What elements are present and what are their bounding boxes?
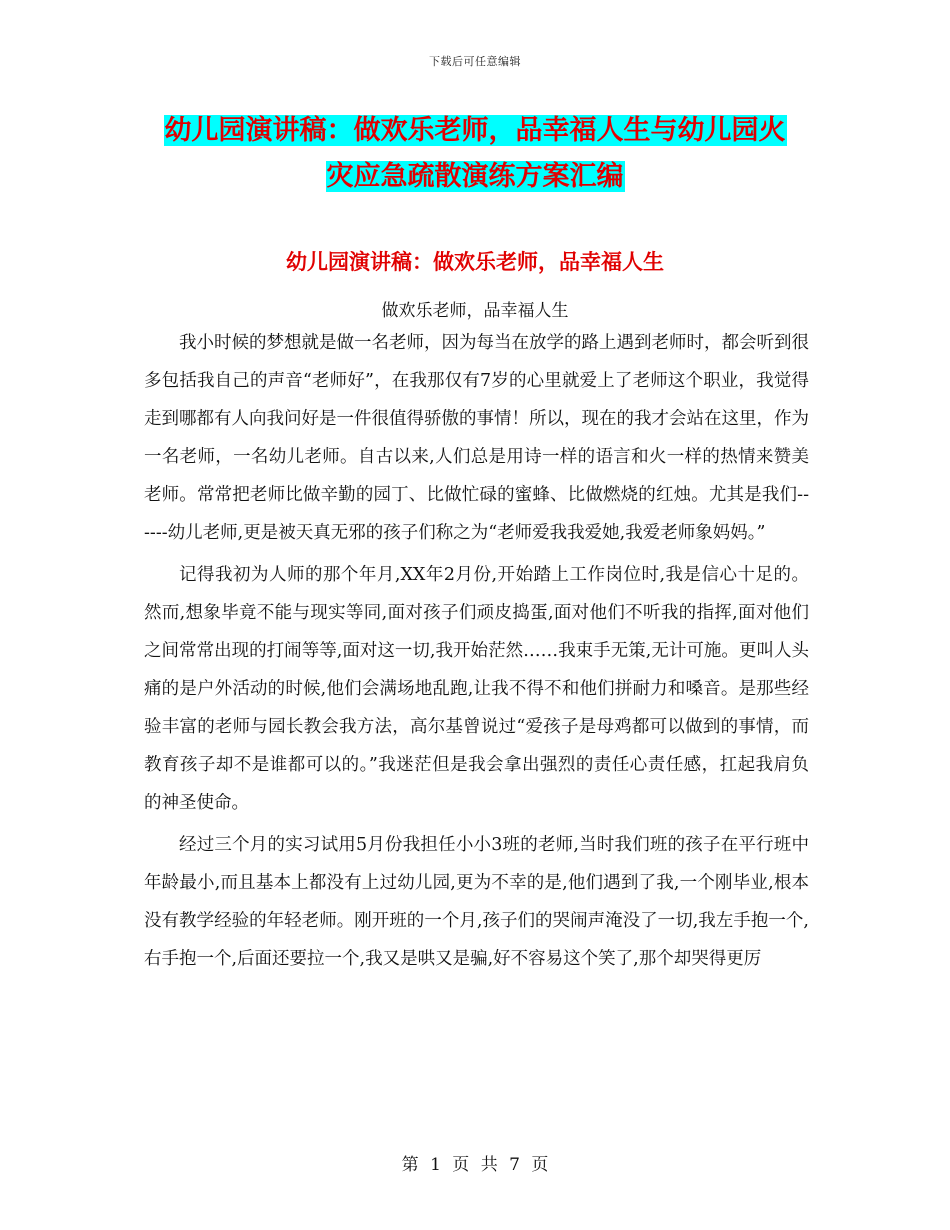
section-title: 幼儿园演讲稿：做欢乐老师，品幸福人生 <box>286 250 664 274</box>
main-title-line-1: 幼儿园演讲稿：做欢乐老师，品幸福人生与幼儿园火 <box>164 115 786 146</box>
page-header: 下载后可任意编辑 <box>429 55 521 68</box>
document-main-title <box>120 108 830 200</box>
paragraph-1: 我小时候的梦想就是做一名老师，因为每当在放学的路上遇到老师时，都会听到很多包括我自己的声音“老师好”，在我那仅有7岁的心里就爱上了老师这个职业，我觉得走到哪都有人向我问好是一件很值得骄傲的事情！所以，现在的我才会站在这里，作为一名老师，一名幼儿老师。自古以来,人们总是用诗一样的语言和火一样的热情来赞美老师。常常把老师比做辛勤的园丁、比做忙碌的蜜蜂、比做燃烧的红烛。尤其是我们------幼儿老师,更是被天真无邪的孩子们称之为“老师爱我我爱她,我爱老师象妈妈。” <box>144 333 809 543</box>
main-title-line-2: 灾应急疏散演练方案汇编 <box>326 161 624 192</box>
paragraph-2: 记得我初为人师的那个年月,XX年2月份,开始踏上工作岗位时,我是信心十足的。然而,想象毕竟不能与现实等同,面对孩子们顽皮捣蛋,面对他们不听我的指挥,面对他们之间常常出现的打闹等等,面对这一切,我开始茫然……我束手无策,无计可施。更叫人头痛的是户外活动的时候,他们会满场地乱跑,让我不得不和他们拼耐力和嗓音。是那些经验丰富的老师与园长教会我方法，高尔基曾说过“爱孩子是母鸡都可以做到的事情，而教育孩子却不是谁都可以的。”我迷茫但是我会拿出强烈的责任心责任感，扛起我肩负的神圣使命。 <box>144 565 809 813</box>
paragraph-3: 经过三个月的实习试用5月份我担任小小3班的老师,当时我们班的孩子在平行班中年龄最小,而且基本上都没有上过幼儿园,更为不幸的是,他们遇到了我,一个刚毕业,根本没有教学经验的年轻老师。刚开班的一个月,孩子们的哭闹声淹没了一切,我左手抱一个,右手抱一个,后面还要拉一个,我又是哄又是骗,好不容易这个笑了,那个却哭得更厉 <box>144 835 809 969</box>
page-footer: 第 1 页 共 7 页 <box>401 1155 549 1175</box>
speech-subtitle: 做欢乐老师，品幸福人生 <box>381 301 569 321</box>
body-text <box>144 324 809 982</box>
